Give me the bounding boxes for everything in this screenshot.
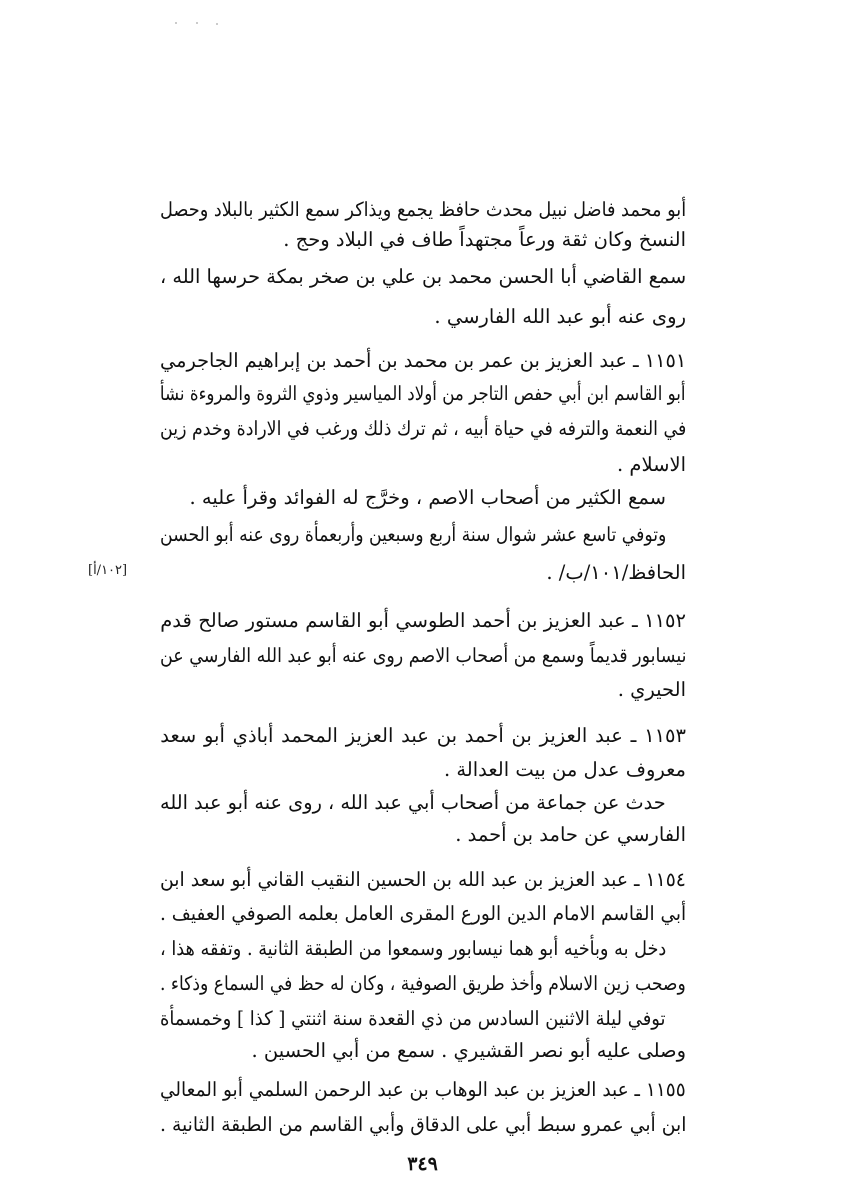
folio-margin-note: [١٠٢/أ] — [88, 563, 128, 578]
scan-speck — [175, 22, 177, 24]
text-line: حدث عن جماعة من أصحاب أبي عبد الله ، روى عنه أبو عبد الله — [160, 791, 666, 814]
text-line: نيسابور قديماً وسمع من أصحاب الاصم روى عنه أبو عبد الله الفارسي عن — [159, 644, 686, 667]
text-line: وصلى عليه أبو نصر القشيري . سمع من أبي الحسين . — [251, 1039, 686, 1062]
text-line: الحافظ/١٠١/ب/ . — [546, 561, 686, 584]
text-line: أبو محمد فاضل نبيل محدث حافظ يجمع ويذاكر سمع الكثير بالبلاد وحصل — [159, 198, 686, 221]
text-line: الاسلام . — [617, 453, 686, 476]
text-line: سمع الكثير من أصحاب الاصم ، وخرَّج له الفوائد وقرأ عليه . — [189, 486, 666, 509]
text-line: معروف عدل من بيت العدالة . — [443, 758, 686, 781]
text-line: ١١٥٥ ـ عبد العزيز بن عبد الوهاب بن عبد الرحمن السلمي أبو المعالي — [160, 1078, 686, 1101]
text-line: ابن أبي عمرو سبط أبي على الدقاق وأبي القاسم من الطبقة الثانية . — [159, 1113, 686, 1136]
text-line: الفارسي عن حامد بن أحمد . — [455, 823, 686, 846]
text-line: ١١٥٢ ـ عبد العزيز بن أحمد الطوسي أبو القاسم مستور صالح قدم — [160, 609, 686, 632]
text-line: وتوفي تاسع عشر شوال سنة أربع وسبعين وأربعمأة روى عنه أبو الحسن — [159, 523, 666, 546]
scan-speck — [196, 22, 198, 24]
text-line: روى عنه أبو عبد الله الفارسي . — [434, 305, 686, 328]
scan-speck — [216, 23, 218, 25]
text-line: ١١٥١ ـ عبد العزيز بن عمر بن محمد بن أحمد بن إبراهيم الجاجرمي — [159, 349, 686, 372]
text-line: وصحب زين الاسلام وأخذ طريق الصوفية ، وكان له حظ في السماع وذكاء . — [160, 972, 686, 995]
page-number: ٣٤٩ — [407, 1153, 438, 1175]
text-line: ١١٥٤ ـ عبد العزيز بن عبد الله بن الحسين النقيب القاني أبو سعد ابن — [160, 868, 686, 891]
text-line: في النعمة والترفه في حياة أبيه ، ثم ترك ذلك ورغب في الارادة وخدم زين — [159, 417, 686, 440]
text-line: الحيري . — [617, 678, 686, 701]
text-line: سمع القاضي أبا الحسن محمد بن علي بن صخر بمكة حرسها الله ، — [159, 265, 686, 288]
text-line: أبو القاسم ابن أبي حفص التاجر من أولاد المياسير وذوي الثروة والمروءة نشأ — [160, 382, 686, 405]
text-line: ١١٥٣ ـ عبد العزيز بن أحمد بن عبد العزيز المحمد أباذي أبو سعد — [160, 724, 686, 747]
text-line: أبي القاسم الامام الدين الورع المقرى العامل بعلمه الصوفي العفيف . — [159, 902, 686, 925]
text-line: النسخ وكان ثقة ورعاً مجتهداً طاف في البلاد وحج . — [283, 228, 686, 251]
text-line: دخل به وبأخيه أبو هما نيسابور وسمعوا من الطبقة الثانية . وتفقه هذا ، — [159, 937, 666, 960]
text-line: توفي ليلة الاثنين السادس من ذي القعدة سنة اثنتي [ كذا ] وخمسمأة — [160, 1007, 666, 1030]
